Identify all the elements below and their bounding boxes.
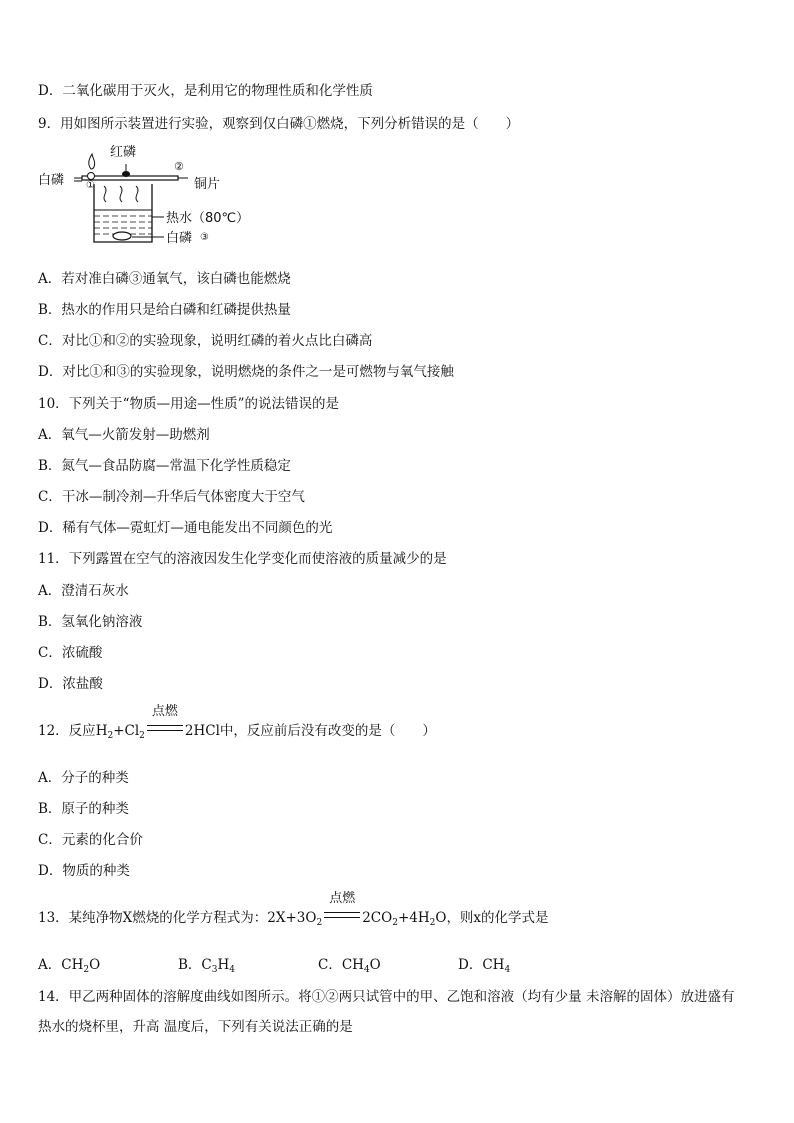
copper-plate <box>82 176 178 180</box>
q10-option-b: B．氮气—食品防腐—常温下化学性质稳定 <box>38 458 291 474</box>
reaction-arrow: 点燃 <box>322 909 362 927</box>
q11-option-c: C．浓硫酸 <box>38 645 103 661</box>
q11-option-d: D．浓盐酸 <box>38 676 103 692</box>
q11-stem: 11．下列露置在空气的溶液因发生化学变化而使溶液的质量减少的是 <box>38 551 447 567</box>
q11-option-a: A．澄清石灰水 <box>38 583 129 599</box>
flame-icon <box>89 154 95 169</box>
q10-option-c: C．干冰—制冷剂—升华后气体密度大于空气 <box>38 489 305 505</box>
white-phosphorus-3 <box>113 232 131 240</box>
q9-option-a: A．若对准白磷③通氧气，该白磷也能燃烧 <box>38 271 291 287</box>
q13-option-a: A．$CH_2O$ <box>38 957 101 975</box>
q10-option-d: D．稀有气体—霓虹灯—通电能发出不同颜色的光 <box>38 520 333 536</box>
q12-option-d: D．物质的种类 <box>38 863 130 879</box>
label-hot-water: 热水（80℃） <box>166 211 250 226</box>
label-copper: 铜片 <box>194 177 221 192</box>
q13-option-c: C．$CH_4O$ <box>318 957 381 975</box>
q10-stem: 10．下列关于“物质—用途—性质”的说法错误的是 <box>38 396 339 412</box>
q8-option-d: D．二氧化碳用于灭火，是利用它的物理性质和化学性质 <box>38 83 373 99</box>
label-white-phosphorus-bottom: 白磷 <box>166 231 193 246</box>
q13-stem: 13．某纯净物X燃烧的化学方程式为：$2X+3O_2$ 点燃 $2CO_2+4H_2O$，则x的化学式是 <box>38 891 549 928</box>
q14-stem-line-2: 热水的烧杯里，升高 温度后，下列有关说法正确的是 <box>38 1019 353 1035</box>
q11-option-b: B．氢氧化钠溶液 <box>38 614 143 630</box>
q9-stem: 9．用如图所示装置进行实验，观察到仅白磷①燃烧，下列分析错误的是（ ） <box>38 116 520 132</box>
q13-option-b: B．$C_3H_4$ <box>178 957 235 975</box>
label-red-phosphorus: 红磷 <box>110 145 137 160</box>
white-phosphorus-1 <box>88 173 95 180</box>
label-num-2: ② <box>174 160 184 173</box>
q14-stem-line-1: 14．甲乙两种固体的溶解度曲线如图所示。将①②两只试管中的甲、乙饱和溶液（均有少量 未溶解的固体）放进盛有 <box>38 989 735 1005</box>
q10-option-a: A．氧气—火箭发射—助燃剂 <box>38 427 210 443</box>
q9-option-b: B．热水的作用只是给白磷和红磷提供热量 <box>38 302 291 318</box>
q12-option-c: C．元素的化合价 <box>38 832 143 848</box>
label-num-3: ③ <box>200 232 209 243</box>
q12-option-a: A．分子的种类 <box>38 770 129 786</box>
q12-stem: 12．反应$H_2+Cl_2$ 点燃 2HCl中，反应前后没有改变的是（ ） <box>38 704 436 741</box>
label-white-phosphorus-top: 白磷 <box>38 173 65 188</box>
q9-option-c: C．对比①和②的实验现象，说明红磷的着火点比白磷高 <box>38 333 373 349</box>
q13-option-d: D．$CH_4$ <box>458 957 511 975</box>
q13-options-row <box>38 956 598 979</box>
reaction-arrow: 点燃 <box>145 722 185 740</box>
label-num-1: ① <box>86 180 95 191</box>
q12-option-b: B．原子的种类 <box>38 801 129 817</box>
q9-apparatus-figure <box>38 142 250 254</box>
q9-option-d: D．对比①和③的实验现象，说明燃烧的条件之一是可燃物与氧气接触 <box>38 364 454 380</box>
formula-h2: $H_2$ <box>95 723 114 741</box>
